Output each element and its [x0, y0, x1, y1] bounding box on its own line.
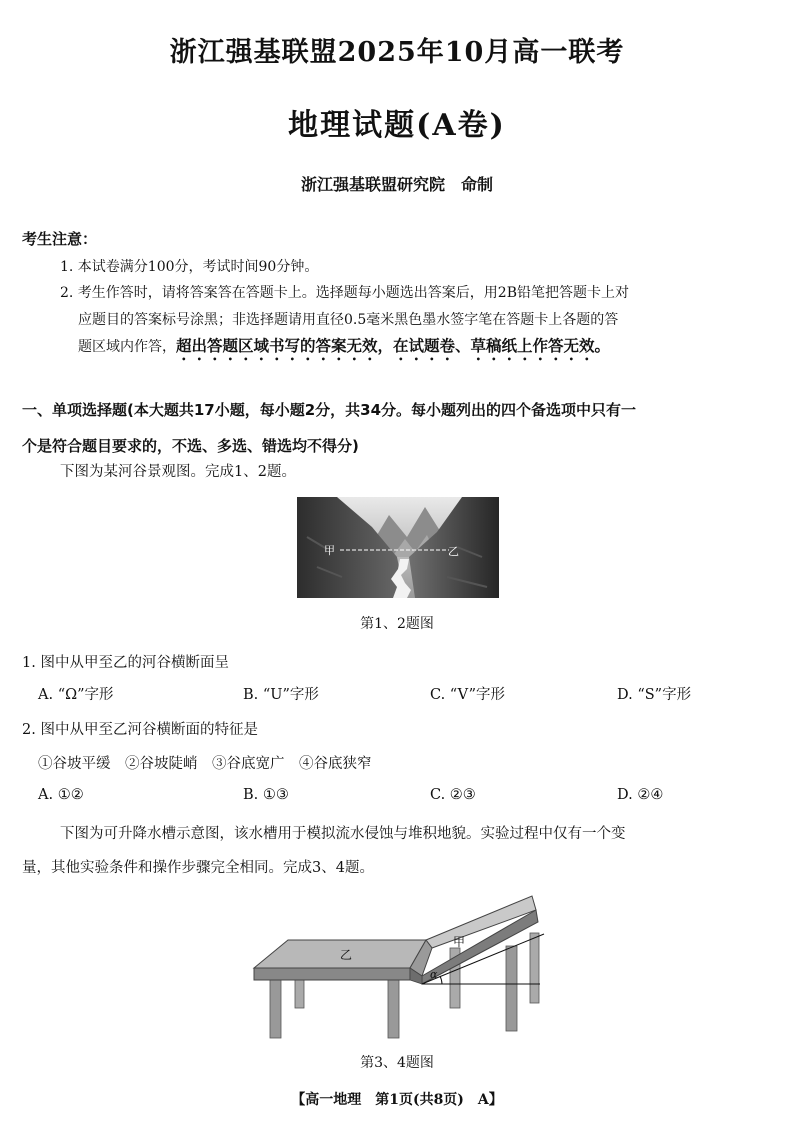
question-1-option-d: D. “S”字形	[617, 687, 692, 703]
section-1-title-line-1: 一、单项选择题(本大题共17小题，每小题2分，共34分。每小题列出的四个备选项中只有一	[22, 401, 637, 419]
question-2-option-a: A. ①②	[38, 787, 84, 803]
note-emphasis: 超出答题区域书写的答案无效，在试题卷、草稿纸上作答无效。	[176, 337, 611, 355]
label-jia: 甲	[324, 544, 335, 557]
notes-heading: 考生注意：	[22, 230, 98, 248]
subject-title: 地理试题(A卷)	[288, 108, 506, 143]
tank-angle-label: α	[430, 968, 438, 981]
water-tank-illustration	[250, 888, 550, 1043]
question-1-stem: 1. 图中从甲至乙的河谷横断面呈	[22, 655, 229, 671]
river-valley-photo	[297, 497, 499, 598]
question-2-option-b: B. ①③	[243, 787, 289, 803]
note-item-2-line-2: 应题目的答案标号涂黑；非选择题请用直径0.5毫米黑色墨水签字笔在答题卡上各题的答	[78, 312, 619, 328]
note-item-2-line-3	[78, 333, 610, 364]
question-1-option-c: C. “V”字形	[430, 687, 506, 703]
water-tank-diagram	[250, 888, 550, 1043]
label-yi: 乙	[448, 545, 459, 558]
note-item-2-line-1: 2. 考生作答时，请将答案答在答题卡上。选择题每小题选出答案后，用2B铅笔把答题卡上对	[60, 285, 630, 301]
question-1-option-b: B. “U”字形	[243, 687, 319, 703]
tank-label-jia: 甲	[453, 935, 466, 949]
page-footer: 【高一地理 第1页(共8页) A】	[291, 1092, 503, 1108]
figure-3-4-caption: 第3、4题图	[360, 1055, 434, 1071]
intro-q1-q2: 下图为某河谷景观图。完成1、2题。	[60, 464, 296, 480]
tank-label-yi: 乙	[340, 948, 353, 962]
intro-q3-q4-line-1: 下图为可升降水槽示意图，该水槽用于模拟流水侵蚀与堆积地貌。实验过程中仅有一个变	[60, 826, 626, 842]
question-2-stem: 2. 图中从甲至乙河谷横断面的特征是	[22, 722, 258, 738]
note-item-2-line-3-plain: 题区域内作答，	[78, 339, 176, 355]
section-1-title	[22, 392, 774, 464]
exam-title: 浙江强基联盟2025年10月高一联考	[169, 37, 625, 68]
intro-q3-q4-line-2: 量，其他实验条件和操作步骤完全相同。完成3、4题。	[22, 860, 374, 876]
question-1-option-a: A. “Ω”字形	[38, 687, 114, 703]
question-2-option-c: C. ②③	[430, 787, 476, 803]
figure-1-2-caption: 第1、2题图	[360, 616, 434, 632]
section-1-title-line-2: 个是符合题目要求的，不选、多选、错选均不得分)	[22, 437, 359, 455]
issuer: 浙江强基联盟研究院 命制	[300, 175, 493, 194]
note-item-1: 1. 本试卷满分100分，考试时间90分钟。	[60, 259, 319, 275]
question-2-option-d: D. ②④	[617, 787, 664, 803]
question-2-items: ①谷坡平缓 ②谷坡陡峭 ③谷底宽广 ④谷底狭窄	[38, 756, 372, 772]
